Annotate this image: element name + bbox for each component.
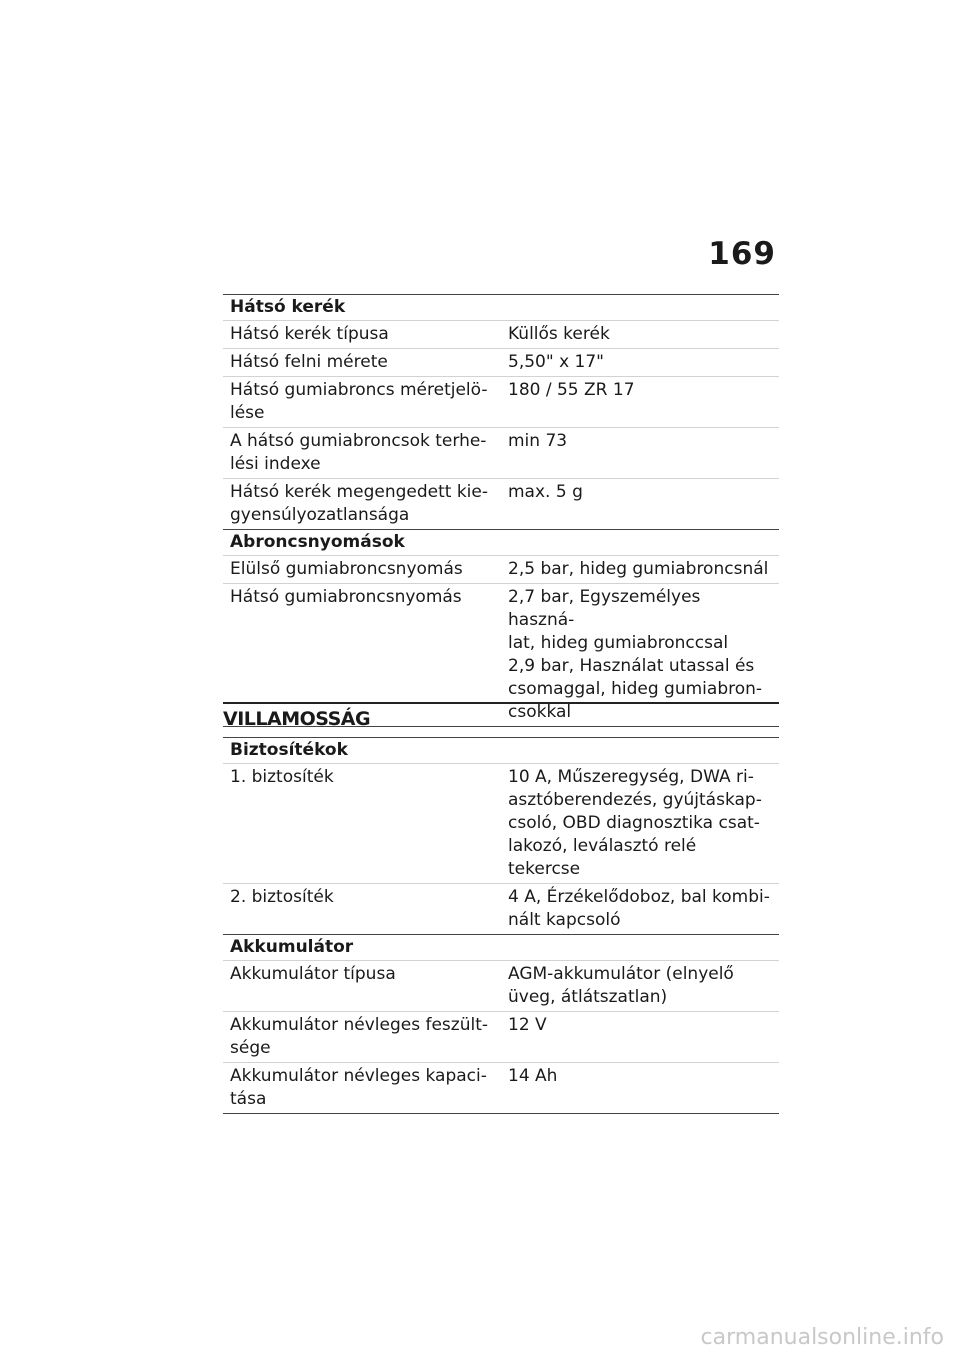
electrical-table bbox=[223, 737, 779, 1114]
page-number: 169 bbox=[708, 236, 776, 272]
spec-value: 2,7 bar, Egyszemélyes haszná- lat, hideg gumiabronccsal 2,9 bar, Használat utassal és csomaggal, hideg gumiabron- csokkal bbox=[501, 584, 779, 727]
spec-value: AGM-akkumulátor (elnyelő üveg, átlátszatlan) bbox=[501, 961, 779, 1012]
spec-key: 1. biztosíték bbox=[223, 764, 501, 884]
spec-key: Elülső gumiabroncsnyomás bbox=[223, 556, 501, 584]
watermark: carmanualsonline.info bbox=[700, 1325, 944, 1350]
spec-key: Akkumulátor névleges kapaci- tása bbox=[223, 1063, 501, 1114]
spec-key: Hátsó kerék típusa bbox=[223, 321, 501, 349]
spec-value: Küllős kerék bbox=[501, 321, 779, 349]
table-row bbox=[223, 428, 779, 479]
table-row bbox=[223, 321, 779, 349]
rear-wheel-heading: Hátsó kerék bbox=[223, 295, 779, 321]
table-row bbox=[223, 556, 779, 584]
section-title: VILLAMOSSÁG bbox=[223, 702, 779, 730]
table-row bbox=[223, 1063, 779, 1114]
spec-value: 14 Ah bbox=[501, 1063, 779, 1114]
table-row bbox=[223, 479, 779, 530]
spec-key: Akkumulátor névleges feszült- sége bbox=[223, 1012, 501, 1063]
spec-value: 2,5 bar, hideg gumiabroncsnál bbox=[501, 556, 779, 584]
battery-heading: Akkumulátor bbox=[223, 935, 779, 961]
fuses-heading: Biztosítékok bbox=[223, 738, 779, 764]
spec-key: Hátsó gumiabroncs méretjelö- lése bbox=[223, 377, 501, 428]
table-row bbox=[223, 349, 779, 377]
table-row bbox=[223, 1012, 779, 1063]
spec-value: min 73 bbox=[501, 428, 779, 479]
spec-key: A hátsó gumiabroncsok terhe- lési indexe bbox=[223, 428, 501, 479]
spec-key: Hátsó kerék megengedett kie- gyensúlyozatlansága bbox=[223, 479, 501, 530]
table-row bbox=[223, 377, 779, 428]
spec-value: 180 / 55 ZR 17 bbox=[501, 377, 779, 428]
table-row bbox=[223, 961, 779, 1012]
spec-key: 2. biztosíték bbox=[223, 884, 501, 935]
spec-value: 4 A, Érzékelődoboz, bal kombi- nált kapcsoló bbox=[501, 884, 779, 935]
tyre-pressures-heading: Abroncsnyomások bbox=[223, 530, 779, 556]
rear-wheel-table bbox=[223, 294, 779, 727]
table-row bbox=[223, 884, 779, 935]
spec-value: 10 A, Műszeregység, DWA ri- asztóberendezés, gyújtáskap- csoló, OBD diagnosztika csat- lakozó, leválasztó relé tekercse bbox=[501, 764, 779, 884]
spec-key: Hátsó felni mérete bbox=[223, 349, 501, 377]
spec-value: max. 5 g bbox=[501, 479, 779, 530]
spec-value: 5,50" x 17" bbox=[501, 349, 779, 377]
spec-key: Akkumulátor típusa bbox=[223, 961, 501, 1012]
spec-key: Hátsó gumiabroncsnyomás bbox=[223, 584, 501, 727]
spec-value: 12 V bbox=[501, 1012, 779, 1063]
table-row bbox=[223, 764, 779, 884]
